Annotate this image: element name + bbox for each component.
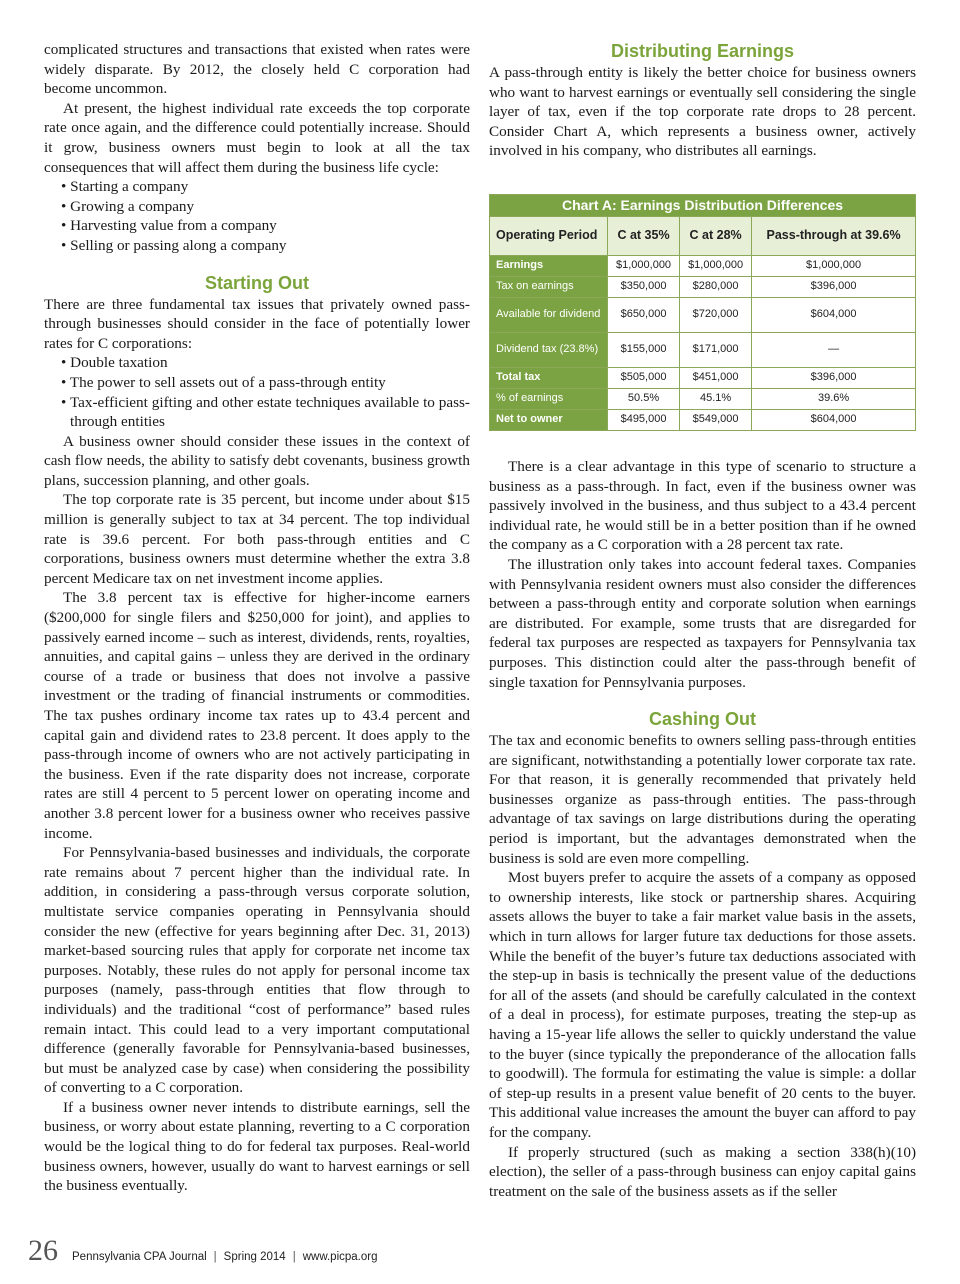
left-column	[44, 40, 470, 1196]
row-label: Total tax	[490, 367, 608, 388]
body-paragraph: There are three fundamental tax issues that privately owned pass-through businesses should consider in the face of potentially lower rates for C corporations:	[44, 295, 470, 352]
table-cell: 45.1%	[680, 388, 752, 409]
tax-issues-list	[44, 353, 470, 431]
page-footer	[28, 1234, 378, 1268]
table-cell: $604,000	[752, 409, 916, 430]
row-label: Net to owner	[490, 409, 608, 430]
row-label: Available for dividend	[490, 297, 608, 332]
section-heading-distributing-earnings: Distributing Earnings	[610, 41, 794, 61]
column-header: C at 35%	[608, 216, 680, 255]
table-row	[490, 276, 916, 297]
table-cell: $155,000	[608, 332, 680, 367]
table-cell: $1,000,000	[752, 255, 916, 276]
table-row	[490, 388, 916, 409]
table-row	[490, 297, 916, 332]
list-item: • Double taxation	[61, 353, 470, 373]
table-cell: $495,000	[608, 409, 680, 430]
lifecycle-list	[44, 177, 470, 255]
body-paragraph: At present, the highest individual rate exceeds the top corporate rate once again, and the difference could potentially increase. Should it grow, business owners must begin to look at all the tax consequences that will affect them during the business life cycle:	[44, 99, 470, 176]
body-paragraph: The 3.8 percent tax is effective for higher-income earners ($200,000 for single filers and $250,000 for joint), and applies to passively earned income – such as interest, dividends, rents, royalties, annuities, and capital gains – unless they are derived in the ordinary course of a trade or business that does not involve a passive investment or the trading of financial instruments or commodities. The tax pushes ordinary income tax rates up to 43.4 percent and capital gain and dividend rates to 23.8 percent. It does apply to the pass-through income of owners who are not actively participating in the business. Even if the rate disparity does not increase, corporate rates are still 4 percent to 5 percent lower on operating income and another 3.8 percent lower for a business owner who receives passive income.	[44, 589, 470, 842]
body-paragraph: The illustration only takes into account federal taxes. Companies with Pennsylvania resident owners must also consider the differences between a pass-through entity and corporate solution when earnings are distributed. For example, some trusts that are disregarded for federal tax purposes are respected as taxpayers for Pennsylvania tax purposes. This distinction could alter the pass-through benefit of single taxation for Pennsylvania purposes.	[489, 555, 916, 691]
table-cell: $650,000	[608, 297, 680, 332]
issue-date: Spring 2014	[223, 1251, 286, 1263]
column-header: C at 28%	[680, 216, 752, 255]
row-label: Earnings	[490, 255, 608, 276]
column-header: Operating Period	[490, 216, 608, 255]
table-cell: 39.6%	[752, 388, 916, 409]
row-label: Dividend tax (23.8%)	[490, 332, 608, 367]
row-label: Tax on earnings	[490, 276, 608, 297]
table-cell: $720,000	[680, 297, 752, 332]
table-cell: $396,000	[752, 276, 916, 297]
body-paragraph: If a business owner never intends to distribute earnings, sell the business, or worry about estate planning, reverting to a C corporation would be the logical thing to do for federal tax purposes. Real-world business owners, however, usually do want to harvest earnings or sell the business eventually.	[44, 1098, 470, 1195]
table-cell: $505,000	[608, 367, 680, 388]
body-paragraph: The top corporate rate is 35 percent, but income under about $15 million is generally subject to tax at 34 percent. The top individual rate is 39.6 percent. For both pass-through entities and C corporations, business owners must determine whether the extra 3.8 percent Medicare tax on net investment income applies.	[44, 491, 470, 587]
table-cell: $1,000,000	[680, 255, 752, 276]
table-cell: $280,000	[680, 276, 752, 297]
body-paragraph: complicated structures and transactions that existed when rates were widely disparate. By 2012, the closely held C corporation had become uncommon.	[44, 41, 470, 98]
table-cell: $1,000,000	[608, 255, 680, 276]
separator: |	[292, 1251, 296, 1263]
chart-title: Chart A: Earnings Distribution Differences	[490, 194, 916, 216]
table-cell: $350,000	[608, 276, 680, 297]
table-cell: 50.5%	[608, 388, 680, 409]
list-item: • Starting a company	[61, 177, 470, 197]
website-url: www.picpa.org	[302, 1251, 378, 1263]
table-cell: $171,000	[680, 332, 752, 367]
table-row	[490, 409, 916, 430]
list-item: • The power to sell assets out of a pass-through entity	[61, 373, 470, 393]
list-item: • Harvesting value from a company	[61, 216, 470, 236]
journal-name: Pennsylvania CPA Journal	[72, 1251, 207, 1263]
table-cell: $604,000	[752, 297, 916, 332]
separator: |	[213, 1251, 217, 1263]
chart-a-table	[489, 194, 916, 431]
row-label: % of earnings	[490, 388, 608, 409]
section-heading-starting-out: Starting Out	[205, 272, 309, 293]
body-paragraph: The tax and economic benefits to owners selling pass-through entities are significant, notwithstanding a potentially lower corporate tax rate. For that reason, it is generally recommended that privately held businesses organize as pass-through entities. The pass-through advantage of tax savings on large distributions during the operating period is important, but the advantages demonstrated when the business is sold are even more compelling.	[489, 732, 916, 867]
table-row	[490, 367, 916, 388]
list-item: • Growing a company	[61, 197, 470, 217]
body-paragraph: There is a clear advantage in this type of scenario to structure a business as a pass-through. In fact, even if the business owner was passively involved in the business, and thus subject to a 43.4 percent individual rate, he would still be in a better position than if he owned the company as a C corporation with a 28 percent tax rate.	[489, 457, 916, 554]
body-paragraph: Most buyers prefer to acquire the assets of a company as opposed to ownership interests, like stock or partnership shares. Acquiring assets allows the buyer to take a fair market value basis in the assets, which in turn allows for larger future tax deductions for those assets. While the benefit of the buyer’s future tax deductions associated with the step-up in basis is technically the present value of the deductions for all of the assets (and should be carefully calculated in the context of a deal in process), for estimate purposes, treating the step-up as having a 15-year life allows the seller to quickly understand the value to the buyer (since typically the preponderance of the allocation falls to goodwill). The formula for estimating the value is simple: a dollar of step-up results in a present value benefit of 20 cents to the buyer. This additional value increases the amount the buyer can afford to pay for the company.	[489, 869, 916, 1141]
table-row	[490, 255, 916, 276]
table-cell: $451,000	[680, 367, 752, 388]
table-cell: $396,000	[752, 367, 916, 388]
page-number: 26	[28, 1234, 58, 1267]
column-header: Pass-through at 39.6%	[752, 216, 916, 255]
table-row	[490, 332, 916, 367]
list-item: • Tax-efficient gifting and other estate techniques available to pass-through entities	[61, 393, 470, 432]
body-paragraph: A business owner should consider these issues in the context of cash flow needs, the ability to satisfy debt covenants, business growth plans, succession planning, and other goals.	[44, 432, 470, 489]
table-cell: —	[752, 332, 916, 367]
section-heading-cashing-out: Cashing Out	[649, 709, 756, 730]
table-cell: $549,000	[680, 409, 752, 430]
list-item: • Selling or passing along a company	[61, 236, 470, 256]
body-paragraph: If properly structured (such as making a section 338(h)(10) election), the seller of a pass-through business can enjoy capital gains treatment on the sale of the business assets as if the seller	[489, 1143, 916, 1200]
body-paragraph: For Pennsylvania-based businesses and individuals, the corporate rate remains about 7 percent higher than the individual rate. In addition, in considering a pass-through versus corporate solution, multistate service companies operating in Pennsylvania should consider the new (effective for years beginning after Dec. 31, 2013) market-based sourcing rules that apply for corporate net income tax purposes. Notably, these rules do not apply for personal income tax purposes (namely, pass-through entities that flow through to individuals) and the traditional “cost of performance” based rules remain intact. This could lead to a very important computational difference (generally favorable for Pennsylvania-based businesses, but must be analyzed case by case) when considering the possibility of converting to a C corporation.	[44, 844, 470, 1097]
right-column	[489, 40, 916, 1201]
body-paragraph: A pass-through entity is likely the better choice for business owners who want to harvest earnings or eventually sell considering the single layer of tax, even if the top corporate rate drops to 28 percent. Consider Chart A, which represents a business owner, actively involved in his company, who distributes all earnings.	[489, 64, 916, 160]
